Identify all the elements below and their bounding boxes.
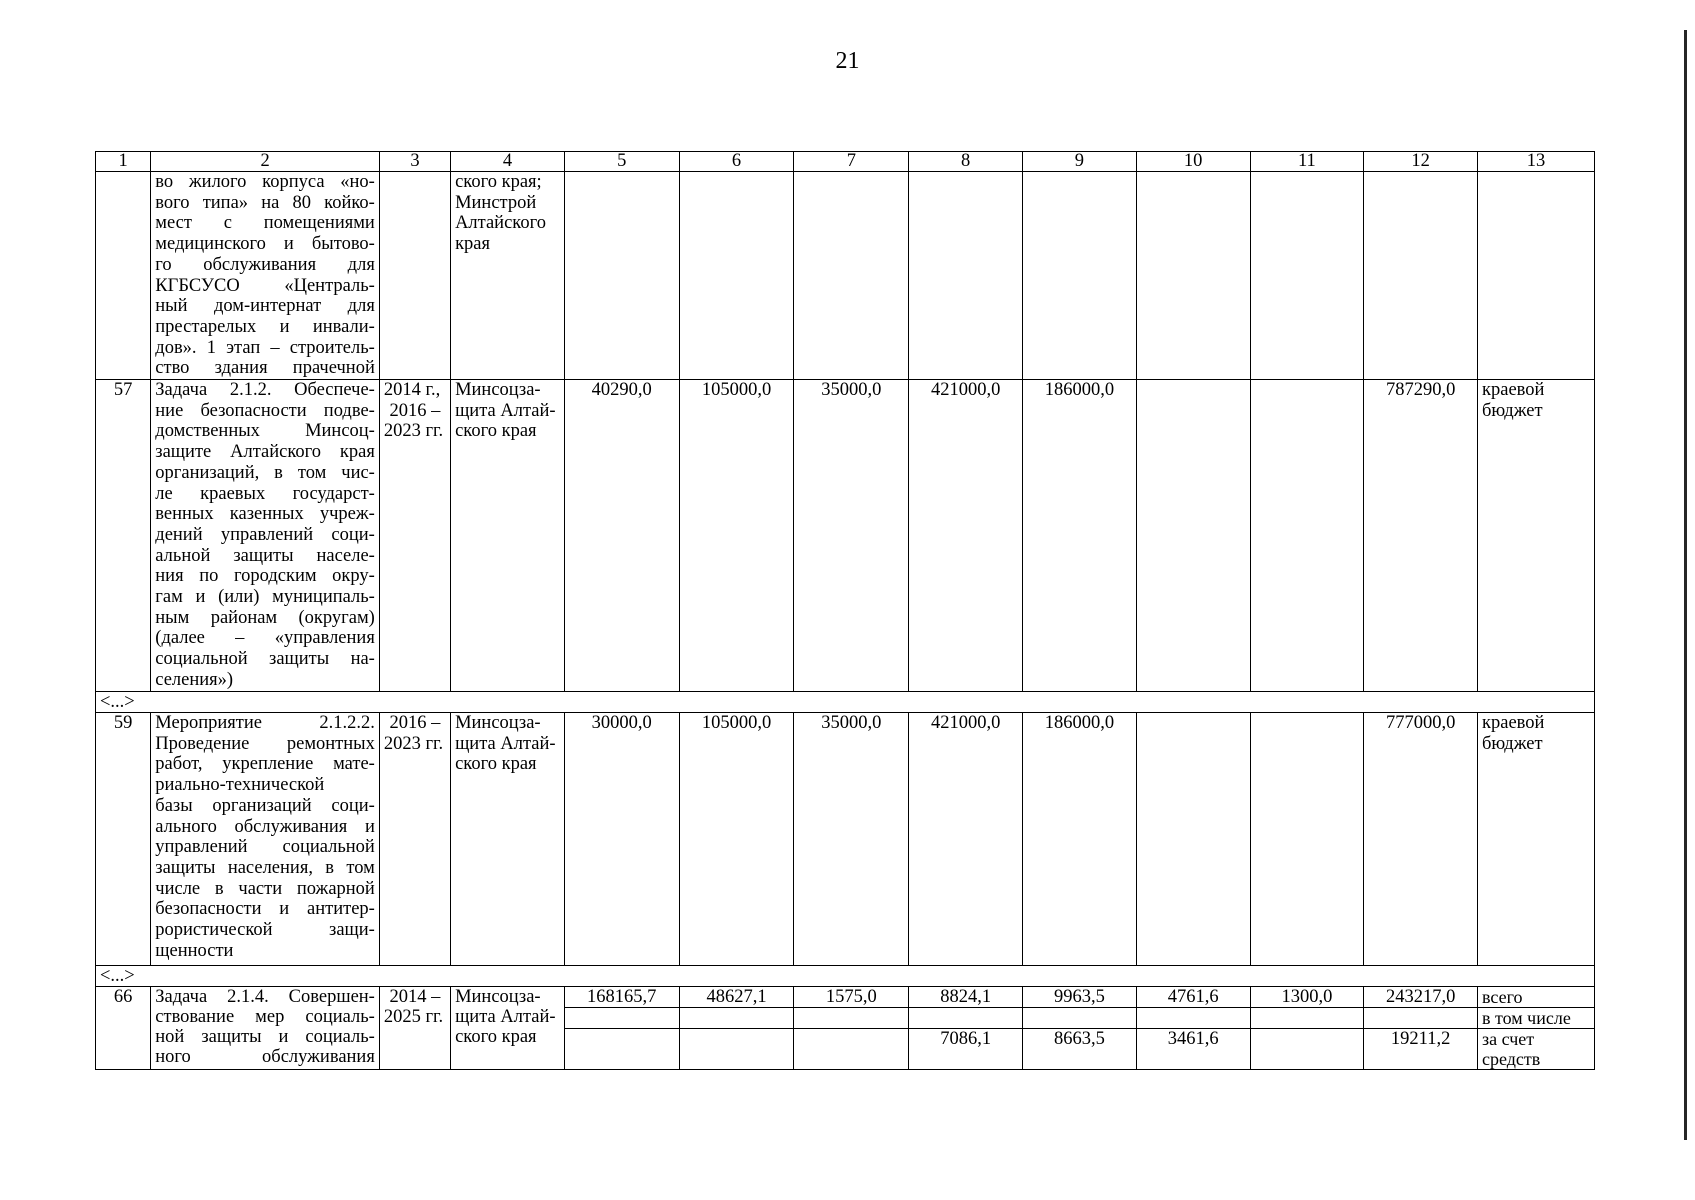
row-period: 2014 г., 2016 – 2023 гг. (379, 380, 450, 692)
row-number: 66 (96, 987, 151, 1070)
value-col-11 (1250, 1029, 1364, 1070)
value-col-7: 35000,0 (794, 713, 909, 966)
table-row-59 (96, 713, 1595, 966)
header-col-4: 4 (451, 152, 565, 172)
value-col-9: 8663,5 (1023, 1029, 1137, 1070)
value-col-8: 421000,0 (909, 380, 1023, 692)
header-col-2: 2 (151, 152, 380, 172)
row-description: Задача 2.1.2. Обеспече- ние безопасности подве- домственных Минсоц- защите Алтайского края организаций, в том чис- ле краевых государст- венных казенных учреж- дений управлений соци- альной защиты населе- ния по городским окру- гам и (или) муниципаль- ным районам (округам) (далее – «управления социальной защиты на- селения») (151, 380, 380, 692)
value-col-11 (1250, 713, 1364, 966)
row-executor: Минсоцза- щита Алтай- ского края (451, 713, 565, 966)
row-executor: Минсоцза- щита Алтай- ского края (451, 987, 565, 1070)
header-col-9: 9 (1023, 152, 1137, 172)
header-col-5: 5 (564, 152, 679, 172)
ellipsis-row (96, 966, 1595, 987)
value-col-11: 1300,0 (1250, 987, 1364, 1008)
funding-source: краевой бюджет (1478, 380, 1595, 692)
funding-source: в том числе (1478, 1008, 1595, 1029)
value-col-12: 243217,0 (1364, 987, 1478, 1008)
header-col-10: 10 (1136, 152, 1250, 172)
value-col-7 (794, 1029, 909, 1070)
table-row-66 (96, 987, 1595, 1008)
row-description: Мероприятие 2.1.2.2. Проведение ремонтных работ, укрепление мате- риально-технической базы организаций соци- ального обслуживания и управлений социальной защиты населения, в том числе в части пожарной безопасности и антитер- рористической защи- щенности (151, 713, 380, 966)
table-header-row (96, 152, 1595, 172)
row-description: Задача 2.1.4. Совершен- ствование мер социаль- ной защиты и социаль- ного обслуживания (151, 987, 380, 1070)
row-executor: ского края; Минстрой Алтайского края (451, 172, 565, 380)
header-col-8: 8 (909, 152, 1023, 172)
header-col-13: 13 (1478, 152, 1595, 172)
header-col-12: 12 (1364, 152, 1478, 172)
value-col-12: 19211,2 (1364, 1029, 1478, 1070)
header-col-7: 7 (794, 152, 909, 172)
row-executor: Минсоцза- щита Алтай- ского края (451, 380, 565, 692)
row-period (379, 172, 450, 380)
scan-edge-line (1684, 30, 1687, 1140)
funding-source: за счет средств (1478, 1029, 1595, 1070)
value-col-8: 7086,1 (909, 1029, 1023, 1070)
value-col-5: 30000,0 (564, 713, 679, 966)
value-col-6: 105000,0 (679, 380, 794, 692)
row-number-cell (96, 172, 151, 380)
row-number: 57 (96, 380, 151, 692)
header-col-6: 6 (679, 152, 794, 172)
ellipsis-marker: <...> (96, 966, 1595, 987)
header-col-1: 1 (96, 152, 151, 172)
value-col-10 (1136, 380, 1250, 692)
value-col-7: 1575,0 (794, 987, 909, 1008)
value-col-5: 168165,7 (564, 987, 679, 1008)
value-col-8: 8824,1 (909, 987, 1023, 1008)
budget-table (95, 151, 1595, 1070)
value-col-10: 3461,6 (1136, 1029, 1250, 1070)
value-col-10: 4761,6 (1136, 987, 1250, 1008)
value-col-10 (1136, 713, 1250, 966)
table-row-continuation (96, 172, 1595, 380)
funding-source: краевой бюджет (1478, 713, 1595, 966)
ellipsis-row (96, 692, 1595, 713)
row-period: 2016 – 2023 гг. (379, 713, 450, 966)
funding-source: всего (1478, 987, 1595, 1008)
table-row-57 (96, 380, 1595, 692)
value-col-5: 40290,0 (564, 380, 679, 692)
row-description: во жилого корпуса «но- вого типа» на 80 койко- мест с помещениями медицинского и бытово- го обслуживания для КГБСУСО «Централь- ный дом-интернат для престарелых и инвали- дов». 1 этап – строитель- ство здания прачечной (151, 172, 380, 380)
ellipsis-marker: <...> (96, 692, 1595, 713)
value-col-9: 186000,0 (1023, 380, 1137, 692)
value-col-8: 421000,0 (909, 713, 1023, 966)
value-col-5 (564, 1029, 679, 1070)
value-col-12: 777000,0 (1364, 713, 1478, 966)
value-col-9: 186000,0 (1023, 713, 1137, 966)
value-col-6: 48627,1 (679, 987, 794, 1008)
value-col-6: 105000,0 (679, 713, 794, 966)
value-col-6 (679, 1029, 794, 1070)
row-number: 59 (96, 713, 151, 966)
page-number: 21 (835, 48, 860, 74)
value-col-11 (1250, 380, 1364, 692)
value-col-9: 9963,5 (1023, 987, 1137, 1008)
value-col-7: 35000,0 (794, 380, 909, 692)
value-col-12: 787290,0 (1364, 380, 1478, 692)
header-col-11: 11 (1250, 152, 1364, 172)
header-col-3: 3 (379, 152, 450, 172)
row-period: 2014 – 2025 гг. (379, 987, 450, 1070)
